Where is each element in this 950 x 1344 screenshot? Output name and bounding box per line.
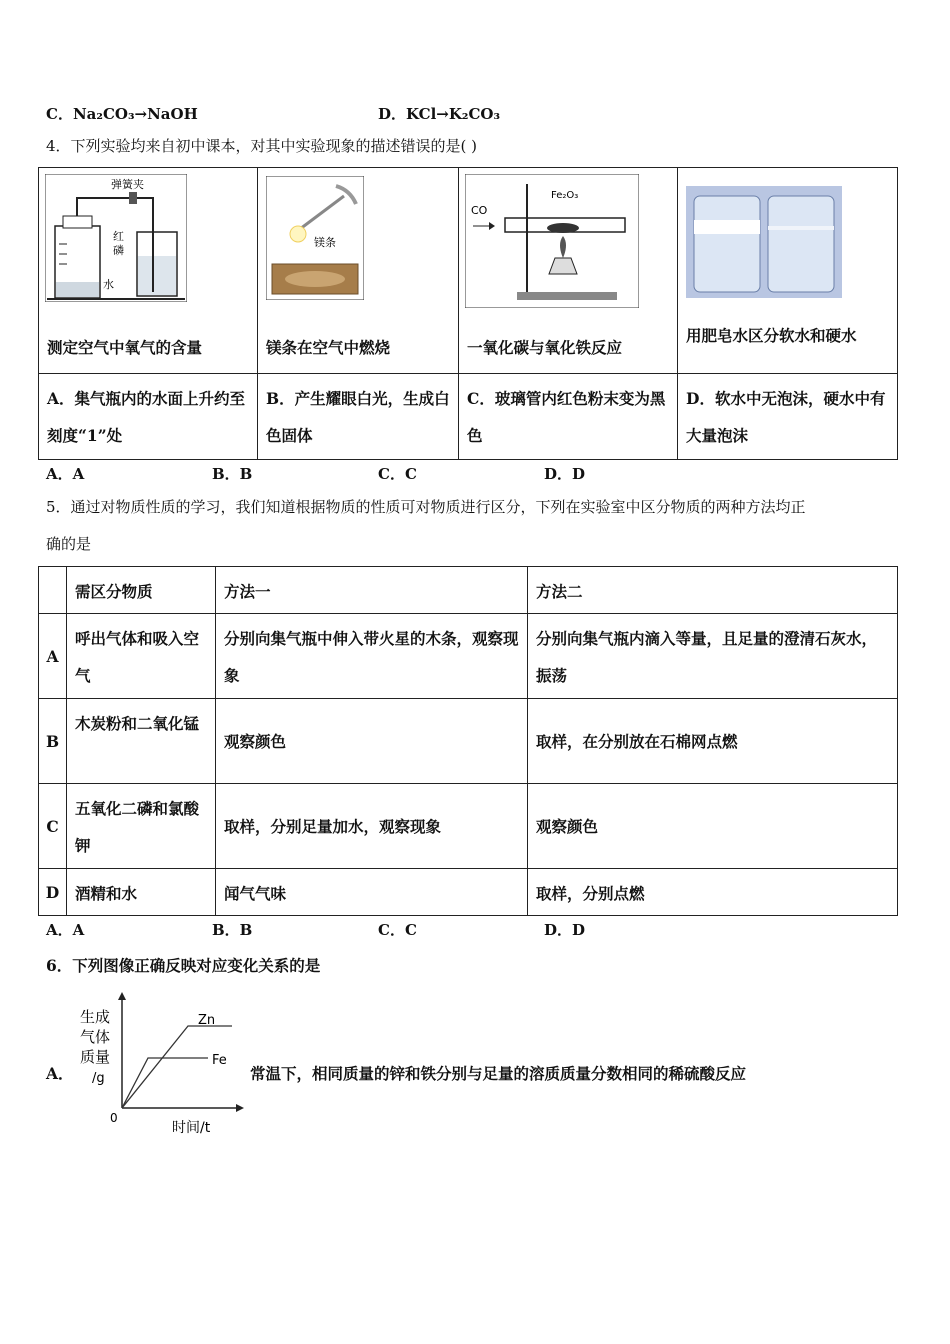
magnesium-label: 镁条 <box>314 236 336 249</box>
table-row <box>39 784 898 869</box>
q5-row-d-method2: 取样，分别点燃 <box>536 884 645 903</box>
q5-row-c-method1: 取样，分别足量加水，观察现象 <box>224 816 442 836</box>
q4-caption-c: 一氧化碳与氧化铁反应 <box>467 338 623 357</box>
q5-row-b-label: B <box>45 731 60 751</box>
q4-description-b: B．产生耀眼白光，生成白色固体 <box>266 389 450 445</box>
q4-figure-cell-d <box>678 168 898 374</box>
q4-description-c: C．玻璃管内红色粉末变为黑色 <box>467 389 666 445</box>
q5-option-a: A．A <box>46 921 85 939</box>
co-iron-oxide-apparatus-image <box>465 174 639 308</box>
q5-row-b-method1: 观察颜色 <box>224 731 287 751</box>
q4-option-a: A．A <box>46 465 85 483</box>
q6-option-a-text: 常温下，相同质量的锌和铁分别与足量的溶质质量分数相同的稀硫酸反应 <box>250 1064 747 1083</box>
red-label: 红 <box>113 230 124 243</box>
oxygen-content-apparatus-image <box>45 174 187 302</box>
q5-row-d-substances: 酒精和水 <box>75 884 138 903</box>
q4-figure-cell-b <box>258 168 459 374</box>
q4-stem: 4．下列实验均来自初中课本，对其中实验现象的描述错误的是( ) <box>46 137 478 155</box>
q5-row-a-label: A <box>46 646 59 666</box>
table-row <box>39 614 898 699</box>
q4-description-a: A．集气瓶内的水面上升约至刻度“1”处 <box>47 389 246 445</box>
magnesium-burning-image <box>266 176 364 300</box>
soft-hard-water-beakers-image <box>686 186 842 298</box>
q4-figure-cell-a <box>39 168 258 374</box>
origin-label: 0 <box>110 1111 118 1125</box>
x-axis-label: 时间/t <box>172 1120 211 1136</box>
q4-figure-cell-c <box>459 168 678 374</box>
q6-option-a-chart <box>72 990 252 1138</box>
q3-option-c <box>46 103 198 124</box>
q4-caption-a: 测定空气中氧气的含量 <box>47 338 203 357</box>
q3-option-d-label: D． <box>378 105 407 123</box>
q3-option-c-text: Na₂CO₃→NaOH <box>72 105 198 123</box>
co-label: CO <box>471 204 488 217</box>
q5-option-d: D．D <box>544 921 586 939</box>
q6-option-a-label: A． <box>46 1064 74 1083</box>
q5-row-c-substances: 五氧化二磷和氯酸钾 <box>75 799 200 855</box>
x-axis <box>122 1104 244 1112</box>
q6-stem: 6．下列图像正确反映对应变化关系的是 <box>46 956 321 975</box>
q4-caption-d: 用肥皂水区分软水和硬水 <box>686 326 857 345</box>
table-row <box>39 869 898 916</box>
q5-stem-line2: 确的是 <box>46 535 92 553</box>
q5-header-method1: 方法一 <box>224 582 271 601</box>
q5-header-method2: 方法二 <box>536 582 583 601</box>
water-label: 水 <box>103 278 114 291</box>
q3-option-c-label: C． <box>46 105 73 123</box>
q5-header-blank <box>39 567 66 573</box>
q4-options <box>46 463 710 484</box>
q4-table <box>38 167 898 460</box>
q5-row-b-substances: 木炭粉和二氧化锰 <box>75 714 200 733</box>
q4-option-b: B．B <box>212 465 253 483</box>
spring-clip-label: 弹簧夹 <box>111 178 144 191</box>
q5-options <box>46 919 710 940</box>
q4-description-d: D．软水中无泡沫，硬水中有大量泡沫 <box>686 389 886 445</box>
y-axis-label-line1: 生成 <box>80 1008 111 1026</box>
q4-option-c: C．C <box>378 465 417 483</box>
q5-row-d-label: D <box>45 882 60 902</box>
y-axis-label-line2: 气体 <box>80 1028 111 1046</box>
fe2o3-label: Fe₂O₃ <box>551 190 579 201</box>
series-label-zn: Zn <box>198 1013 216 1028</box>
table-row <box>39 699 898 784</box>
q3-option-d-text: KCl→K₂CO₃ <box>406 105 501 123</box>
q5-row-c-method2: 观察颜色 <box>536 816 599 836</box>
q5-table <box>38 566 898 916</box>
phosphorus-label: 磷 <box>113 244 124 257</box>
q5-row-c-label: C <box>46 816 59 836</box>
q5-header-row <box>39 567 898 614</box>
q5-option-c: C．C <box>378 921 417 939</box>
q5-row-d-method1: 闻气气味 <box>224 884 287 903</box>
y-axis <box>118 992 126 1108</box>
q5-option-b: B．B <box>212 921 253 939</box>
q4-option-d: D．D <box>544 465 586 483</box>
q5-row-a-method1: 分别向集气瓶中伸入带火星的木条，观察现象 <box>224 629 519 685</box>
q4-caption-b: 镁条在空气中燃烧 <box>266 338 391 357</box>
q5-header-substances: 需区分物质 <box>75 582 153 601</box>
q3-option-d <box>378 103 500 124</box>
q5-stem-line1: 5．通过对物质性质的学习，我们知道根据物质的性质可对物质进行区分，下列在实验室中区分物质的两种方法均正 <box>46 498 806 516</box>
q5-row-a-method2: 分别向集气瓶内滴入等量，且足量的澄清石灰水，振荡 <box>536 629 878 685</box>
series-line-fe <box>122 1058 208 1108</box>
series-label-fe: Fe <box>212 1053 227 1068</box>
y-axis-label-line3: 质量 <box>80 1048 111 1066</box>
y-axis-label-line4: /g <box>92 1071 105 1086</box>
q5-row-a-substances: 呼出气体和吸入空气 <box>75 629 200 685</box>
q5-row-b-method2: 取样，在分别放在石棉网点燃 <box>536 731 738 751</box>
